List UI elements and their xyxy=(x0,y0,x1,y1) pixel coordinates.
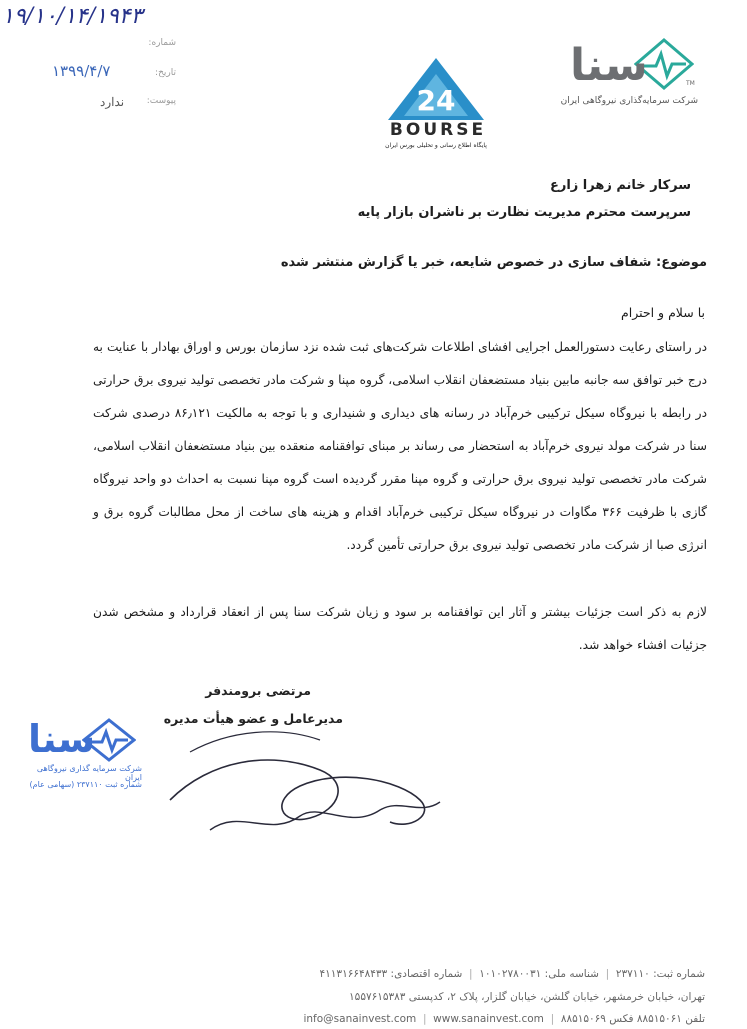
footer-website[interactable]: www.sanainvest.com xyxy=(433,1013,544,1025)
attachment-value: ندارد xyxy=(100,95,125,109)
bourse-subtitle: پایگاه اطلاع رسانی و تحلیلی بورس ایران xyxy=(385,142,487,149)
handwritten-signature xyxy=(150,690,470,850)
company-seal xyxy=(18,712,148,802)
footer-national-id: شناسه ملی: ۱۰۱۰۲۷۸۰۰۳۱ xyxy=(479,968,599,980)
signer-title: مدیرعامل و عضو هیأت مدیره xyxy=(163,711,343,726)
seal-registration-number: شماره ثبت ۲۳۷۱۱۰ xyxy=(76,780,142,789)
greeting: با سلام و احترام xyxy=(621,305,705,320)
body-paragraph-1: در راستای رعایت دستورالعمل اجرایی افشای اطلاعات شرکت‌های ثبت شده نزد سازمان بورس و اوراق بهادار با عنایت به درج خبر توافق سه جانبه مابین بنیاد مستضعفان انقلاب اسلامی، گروه مپنا و شرکت مادر تخصصی تولید نیروی برق حرارتی در رابطه با نیروگاه سیکل ترکیبی خرم‌آباد در رسانه های دیداری و شنیداری و با توجه به مالکیت ۸۶٫۱۲۱ درصدی شرکت سنا در شرکت مولد نیروی خرم‌آباد به استحضار می رساند بر مبنای توافقنامه منعقده بین بنیاد مستضعفان انقلاب اسلامی، شرکت مادر تخصصی تولید نیروی برق حرارتی و گروه مپنا مقرر گردیده است گروه مپنا نسبت به احداث دو واحد نیروگاه گازی با ظرفیت ۳۶۶ مگاوات در نیروگاه سیکل ترکیبی خرم‌آباد اقدام و هزینه های ساخت از محل مطالبات گروه برق و انرژی صبا از شرکت مادر تخصصی تولید نیروی برق حرارتی تأمین گردد. xyxy=(93,340,707,552)
recipient-name: سرکار خانم زهرا زارع xyxy=(549,178,691,193)
handwritten-letter-number: ۱۹/۱۰/۱۴/۱۹۴۳ xyxy=(2,4,143,29)
seal-company-name: شرکت سرمایه گذاری نیروگاهی ایران xyxy=(36,764,142,782)
seal-registration xyxy=(18,780,142,789)
number-label: شماره: xyxy=(148,38,176,48)
bourse-wordmark: BOURSE xyxy=(389,120,487,140)
bourse24-logo xyxy=(380,52,492,152)
sana-company-subtitle: شرکت سرمایه‌گذاری نیروگاهی ایران xyxy=(560,96,698,106)
bourse-triangle-icon xyxy=(380,52,492,124)
sana-logo xyxy=(560,36,708,116)
footer-registration: شماره ثبت: ۲۳۷۱۱۰ xyxy=(615,968,705,980)
footer-ids: شماره ثبت: ۲۳۷۱۱۰ | شناسه ملی: ۱۰۱۰۲۷۸۰۰۳۱ | شماره اقتصادی: ۴۱۱۳۱۶۶۴۸۴۳۳ xyxy=(319,968,705,980)
recipient-title: سرپرست محترم مدیریت نظارت بر ناشران بازار پایه xyxy=(357,205,691,220)
letter-subject: موضوع: شفاف سازی در خصوص شایعه، خبر یا گزارش منتشر شده xyxy=(280,255,707,270)
bourse-number: 24 xyxy=(416,84,456,117)
seal-company-type: (سهامی عام) xyxy=(29,780,75,789)
footer-economic-code: شماره اقتصادی: ۴۱۱۳۱۶۶۴۸۴۳۳ xyxy=(319,968,463,980)
footer-address: تهران، خیابان خرمشهر، خیابان گلشن، خیابان گلزار، پلاک ۲، کدپستی ۱۵۵۷۶۱۵۳۸۳ xyxy=(349,991,705,1003)
trademark-mark: TM xyxy=(686,80,695,87)
footer-contact: تلفن ۸۸۵۱۵۰۶۱ فکس ۸۸۵۱۵۰۶۹ | info@sanainvest.com | www.sanainvest.com xyxy=(303,1013,705,1025)
body-paragraph-2: لازم به ذکر است جزئیات بیشتر و آثار این توافقنامه بر سود و زیان شرکت سنا پس از انعقاد قرارداد و مشخص شدن جزئیات افشاء خواهد شد. xyxy=(93,605,707,652)
footer-email[interactable]: info@sanainvest.com xyxy=(303,1013,417,1025)
sana-wordmark: سنا xyxy=(570,40,648,91)
footer-phone: تلفن ۸۸۵۱۵۰۶۱ فکس ۸۸۵۱۵۰۶۹ xyxy=(560,1013,705,1025)
date-label: تاریخ: xyxy=(155,68,176,78)
date-value: ۱۳۹۹/۴/۷ xyxy=(52,62,111,80)
signer-name: مرتضی برومندفر xyxy=(205,683,311,698)
seal-wordmark: سنا xyxy=(28,717,96,761)
attachment-label: پیوست: xyxy=(146,96,176,106)
